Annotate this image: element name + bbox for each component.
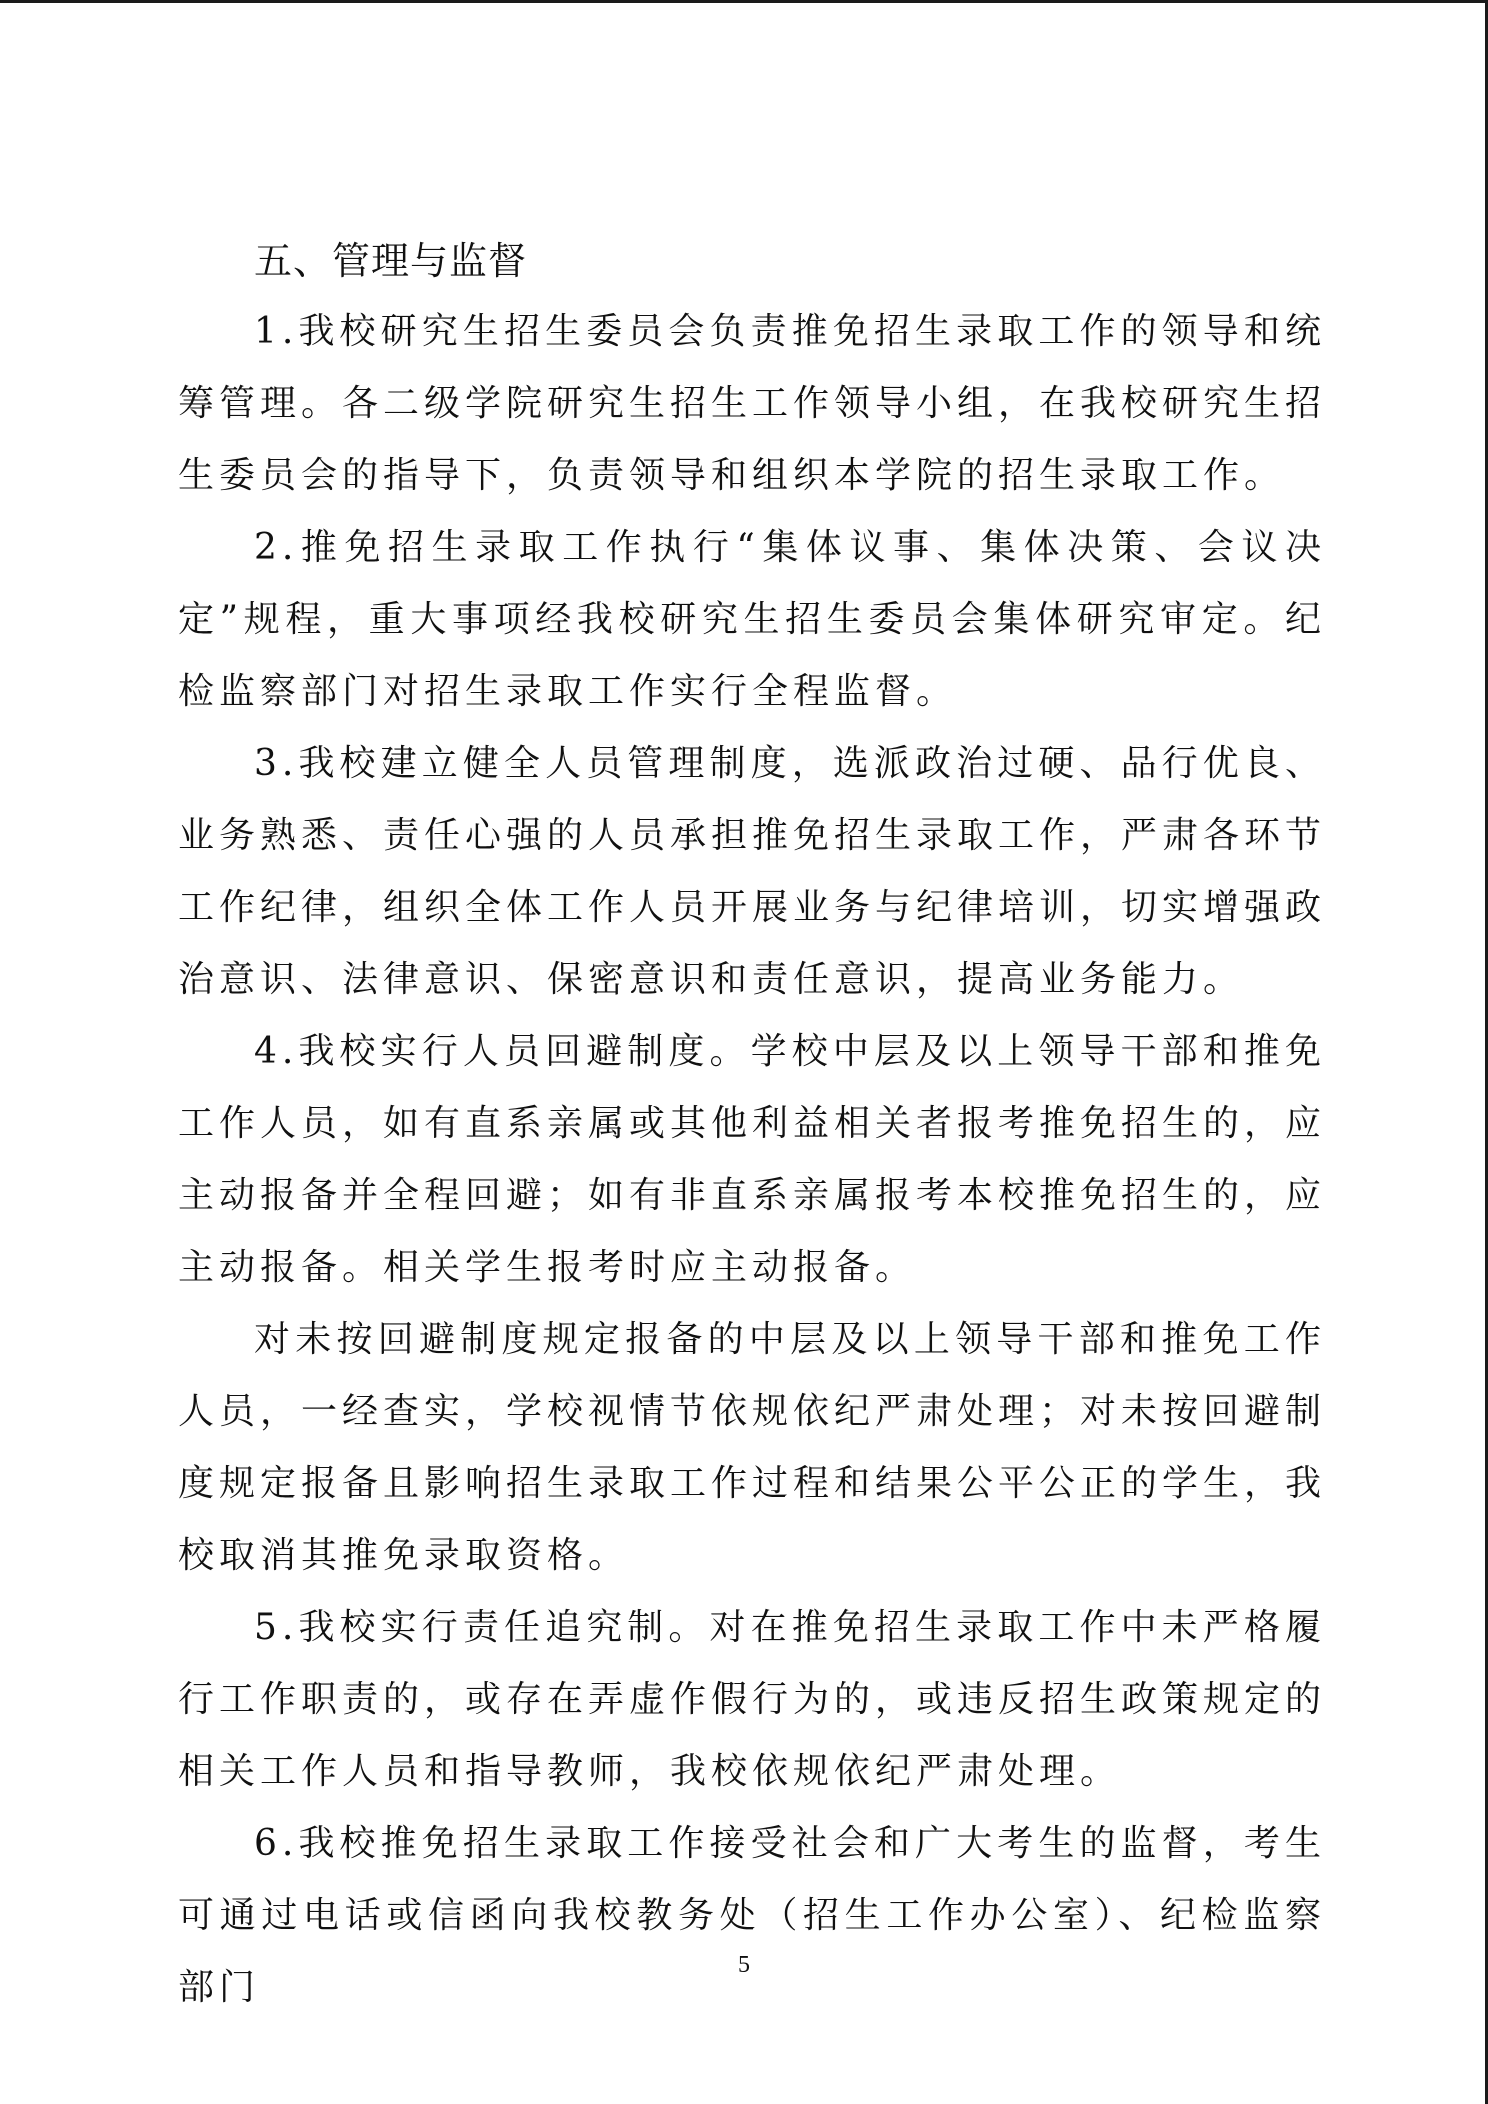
- page-border-top: [0, 0, 1488, 3]
- paragraph-2: 2.推免招生录取工作执行“集体议事、集体决策、会议决定”规程，重大事项经我校研究生招生委员会集体研究审定。纪检监察部门对招生录取工作实行全程监督。: [178, 527, 1326, 712]
- section-heading: 五、管理与监督: [254, 239, 528, 283]
- paragraph-3: 3.我校建立健全人员管理制度，选派政治过硬、品行优良、业务熟悉、责任心强的人员承担推免招生录取工作，严肃各环节工作纪律，组织全体工作人员开展业务与纪律培训，切实增强政治意识、法律意识、保密意识和责任意识，提高业务能力。: [178, 743, 1327, 1000]
- document-body: [178, 226, 1326, 2024]
- paragraph-1: 1.我校研究生招生委员会负责推免招生录取工作的领导和统筹管理。各二级学院研究生招生工作领导小组，在我校研究生招生委员会的指导下，负责领导和组织本学院的招生录取工作。: [178, 311, 1327, 496]
- paragraph-5: 5.我校实行责任追究制。对在推免招生录取工作中未严格履行工作职责的，或存在弄虚作假行为的，或违反招生政策规定的相关工作人员和指导教师，我校依规依纪严肃处理。: [178, 1607, 1327, 1792]
- paragraph-4: 4.我校实行人员回避制度。学校中层及以上领导干部和推免工作人员，如有直系亲属或其他利益相关者报考推免招生的，应主动报备并全程回避；如有非直系亲属报考本校推免招生的，应主动报备。相关学生报考时应主动报备。: [178, 1031, 1327, 1288]
- page-number: 5: [738, 1952, 750, 1978]
- paragraph-6: 6.我校推免招生录取工作接受社会和广大考生的监督，考生可通过电话或信函向我校教务处（招生工作办公室）、纪检监察部门: [178, 1823, 1326, 2008]
- paragraph-4-continued: 对未按回避制度规定报备的中层及以上领导干部和推免工作人员，一经查实，学校视情节依规依纪严肃处理；对未按回避制度规定报备且影响招生录取工作过程和结果公平公正的学生，我校取消其推免录取资格。: [178, 1319, 1327, 1576]
